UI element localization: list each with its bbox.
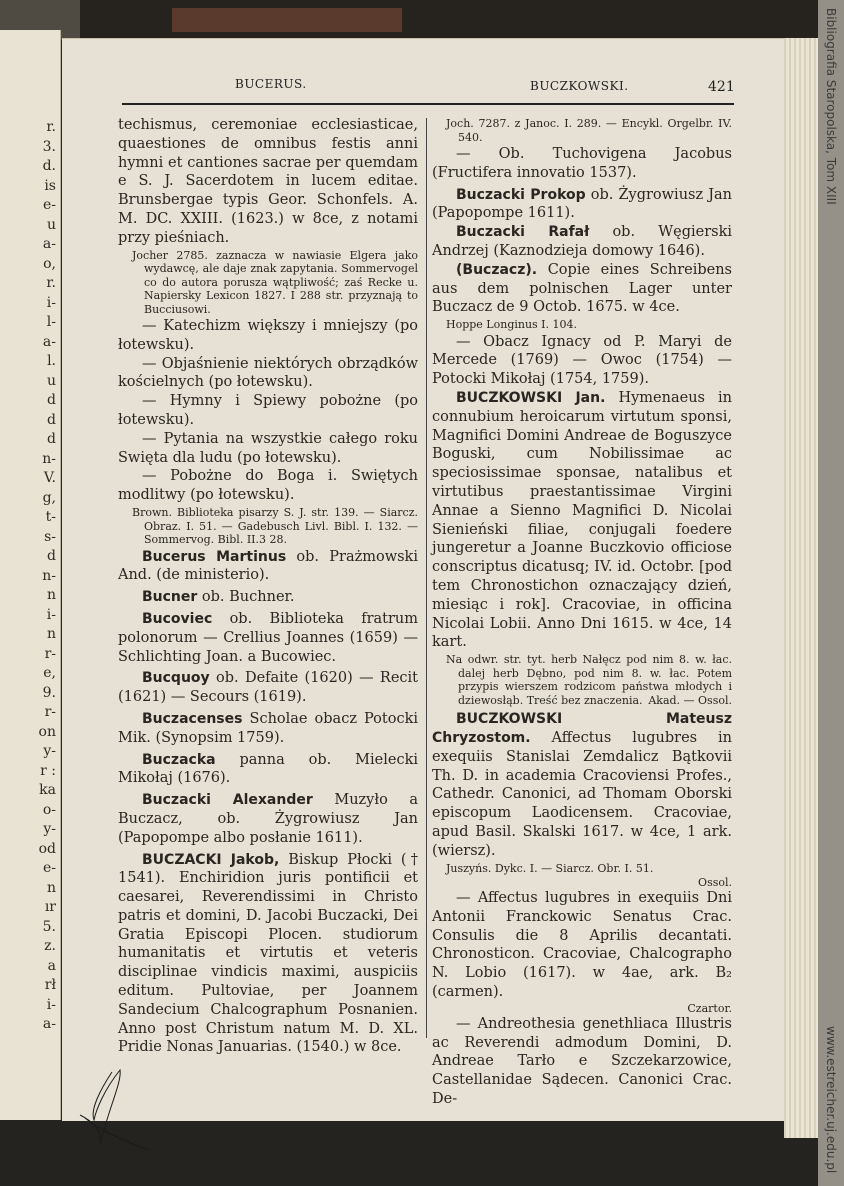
facing-page-fragment: i- [46, 996, 56, 1013]
facing-page-fragment: n [46, 879, 56, 896]
paragraph: techismus, ceremoniae ecclesiasticae, quaestiones de omnibus festis anni hymni et cantiones sacrae per quemdam e S. J. Sacerdotem in lucem editae. Brunsbergae typis Geor. Schonfels. A. M. DC. XXIII. (1623.) w 8ce, z notami przy pieśniach. [118, 117, 418, 246]
entry [118, 588, 418, 607]
facing-page-fragment: n- [42, 567, 56, 584]
facing-page-fragment: l- [46, 314, 56, 330]
list-item: — Objaśnienie niektórych obrządków kościelnych (po łotewsku). [118, 355, 418, 391]
library-siglum: Ossol. [698, 876, 732, 890]
signature-mark [60, 1060, 150, 1150]
facing-page-fragment: e, [43, 665, 56, 681]
entry-text: Copie eines Schreibens aus dem polnischen Lager unter Buczacz de 9 Octob. 1675. w 4ce. [432, 261, 732, 316]
facing-page-fragment: a- [42, 1016, 56, 1032]
entry-heading: (Buczacz). [456, 261, 538, 278]
facing-page-fragment: u [46, 216, 56, 233]
right-column [432, 116, 732, 1109]
entry-text: ob. Węgierski Andrzej (Kaznodzieja domowy 1646). [432, 224, 732, 259]
entry-text: Scholae obacz Potocki Mik. (Synopsim 1759). [118, 710, 418, 746]
facing-page-fragment: r. [46, 275, 56, 291]
entry-heading: BUCZKOWSKI Jan. [456, 390, 606, 407]
library-siglum: Akad. — Ossol. [648, 693, 732, 707]
facing-page-fragment: d [47, 431, 56, 447]
entry [118, 851, 418, 1058]
entry-text: Biskup Płocki († 1541). Enchiridion juris pontificii et caesarei, Reverendissimi in Christo patris et domini, D. Jacobi Buczacki, Dei Gratia Episcopi Plocen. studiorum humanitatis et virtutis et veteris disciplinae vindicis maximi, auspiciis editum. Pultoviae, per Joannem Sandecium Chalcographum Posnanien. Anno post Christum natum M. D. XL. Pridie Nonas Januarias. (1540.) w 8ce. [118, 851, 418, 1056]
facing-page-fragment: u [46, 372, 56, 389]
entry [118, 669, 418, 707]
entry-heading: Buczacka [142, 751, 216, 768]
facing-page-fragment: e- [42, 860, 56, 876]
note-text: Na odwr. str. tyt. herb Nałęcz pod nim 8. w. łac. dalej herb Dębno, pod nim 8. w. łac. Potem przypis wierszem rodzicom państwa młodych i dziewosłąb. Treść bez znaczenia. [446, 653, 732, 707]
facing-page [0, 30, 61, 1120]
facing-page-fragment: l. [47, 353, 56, 369]
facing-page-fragment: is [44, 177, 56, 194]
facing-page-fragment: r : [40, 762, 56, 779]
entry [432, 186, 732, 224]
entry [118, 610, 418, 666]
column-divider [426, 118, 427, 1038]
facing-page-fragment: r. [46, 119, 56, 135]
list-item: — Pytania na wszystkie całego roku Swięta dla ludu (po łotewsku). [118, 430, 418, 466]
entry-text: Affectus lugubres in exequiis Stanislai Zemdalicz Bątkovii Th. D. in academia Cracoviensi Profes., Cathedr. Canonici, ad Thomam Oborski episcopum Laodicensem. Cracoviae, apud Basil. Skalski 1617. w 4ce, 1 ark. (wiersz). [432, 730, 732, 859]
bibliographic-note: Juszyńs. Dykc. I. — Siarcz. Obr. I. 51. [446, 861, 654, 875]
list-item: — Affectus lugubres in exequiis Dni Antonii Franckowic Senatus Crac. Consulis die 8 Aprilis decantati. Chronosticon. Cracoviae, Chalcographo N. Lobio (1617). w 4ae, ark. B₂ (carmen). [432, 890, 732, 1001]
facing-page-fragment: g, [42, 489, 56, 506]
facing-page-fragment: y- [43, 821, 56, 837]
entry-text: ob. Żygrowiusz Jan (Papopompe 1611). [432, 186, 732, 222]
library-siglum: Czartor. [687, 1001, 732, 1015]
entry-heading: BUCZKOWSKI Mateusz Chryzostom. [432, 711, 732, 747]
entry-heading: Bucner [142, 589, 198, 606]
bibliographic-note [432, 653, 732, 707]
facing-page-fragment: e- [42, 197, 56, 213]
facing-page-fragment: a [47, 957, 56, 974]
entry-text: Hymenaeus in connubium heroicarum virtutum sponsi, Magnifici Domini Andreae de Boguszyce Boguski, cum Nobilissimae ac speciosissimae sponsae, natalibus et virtutibus praestantissimae Virgini Annae a Sienno Magnifici D. Nicolai Sienieński filiae, conjugali foedere jungeretur a Joanne Buczkovio officiose conscriptus dicatusq; IV. id. Octobr. [pod tem Chronostichon oznaczający dzień, miesiąc i rok]. Cracoviae, in officina Nicolai Lobii. Anno Dni 1615. w 4ce, 14 kart. [432, 390, 732, 651]
facing-page-fragment: o- [42, 801, 56, 818]
facing-page-fragment: i- [46, 294, 56, 311]
bibliographic-note: Hoppe Longinus I. 104. [446, 318, 578, 332]
entry-heading: Buczacki Rafał [456, 224, 590, 241]
entry [432, 389, 732, 652]
facing-page-fragment: V. [43, 470, 56, 486]
facing-page-fragment: a- [42, 236, 56, 252]
facing-page-fragment: o, [43, 255, 56, 272]
entry-heading: Buczacenses [142, 710, 243, 727]
facing-page-fragment: on [38, 723, 56, 740]
entry-heading: Bucoviec [142, 610, 213, 627]
facing-page-fragment: od [38, 840, 56, 857]
facing-page-fragment: d [47, 411, 56, 428]
bibliographic-note: Brown. Biblioteka pisarzy S. J. str. 139. — Siarcz. Obraz. I. 51. — Gadebusch Livl. Bibl. I. 132. — Sommervog. Bibl. II.3 28. [132, 506, 418, 547]
page-number: 421 [708, 79, 735, 95]
facing-page-fragment: n- [42, 450, 56, 467]
facing-page-fragment: n [46, 626, 56, 642]
entry-heading: Bucquoy [142, 670, 210, 687]
book-binding-top [0, 0, 844, 40]
facing-page-fragment: t- [45, 509, 56, 525]
entry [118, 548, 418, 586]
running-head-left: BUCERUS. [235, 77, 307, 91]
facing-page-fragment: 5. [42, 918, 56, 935]
entry-text: ob. Buchner. [197, 589, 295, 606]
entry [432, 710, 732, 860]
entry [118, 791, 418, 847]
list-item: — Ob. Tuchovigena Jacobus (Fructifera innovatio 1537). [432, 146, 732, 181]
list-item: — Pobożne do Boga i. Swiętych modlitwy (po łotewsku). [118, 468, 418, 504]
entry-heading: Buczacki Alexander [142, 792, 313, 809]
facing-page-fragment: ır [44, 899, 56, 915]
list-item: — Katechizm większy i mniejszy (po łotewsku). [118, 318, 418, 353]
entry [118, 710, 418, 748]
facing-page-fragment: s- [44, 528, 56, 545]
entry-text: ob. Defaite (1620) — Recit (1621) — Secours (1619). [118, 670, 418, 706]
entry-text: Muzyło a Buczacz, ob. Żygrowiusz Jan (Papopompe albo posłanie 1611). [118, 792, 419, 846]
facing-page-fragment: r- [44, 704, 56, 720]
running-head-right: BUCZKOWSKI. [530, 79, 629, 93]
list-item: — Andreothesia genethliaca Illustris ac Reverendi admodum Domini, D. Andreae Tarło e Szczekarzowice, Castellanidae Sądecen. Canonici Crac. De- [432, 1015, 732, 1108]
facing-page-fragment: i- [46, 606, 56, 623]
entry-text: ob. Biblioteka fratrum polonorum — Crellius Joannes (1659) — Schlichting Joan. a Bucowiec. [118, 610, 418, 665]
entry-heading: Buczacki Prokop [456, 186, 586, 203]
facing-page-fragment: 3. [42, 138, 56, 155]
bibliographic-note: Joch. 7287. z Janoc. I. 289. — Encykl. Orgelbr. IV. 540. [446, 117, 732, 144]
facing-page-fragment: rł [44, 977, 56, 993]
entry-text: ob. Prażmowski And. (de ministerio). [118, 548, 418, 584]
facing-page-fragment: a- [42, 333, 56, 350]
bibliographic-note: Jocher 2785. zaznacza w nawiasie Elgera jako wydawcę, ale daje znak zapytania. Sommervogel co do autora porusza wątpliwość; zaś Recke u. Napiersky Lexicon 1827. I 288 str. przyznają to Bucciusowi. [132, 248, 418, 316]
facing-page-fragment: d [47, 548, 56, 564]
list-item: — Hymny i Spiewy pobożne (po łotewsku). [118, 393, 418, 429]
facing-page-fragment: y- [43, 743, 56, 759]
entry [432, 223, 732, 261]
facing-page-fragment: r- [44, 645, 56, 662]
facing-page-fragment: d. [42, 158, 56, 174]
entry-text: panna ob. Mielecki Mikołaj (1676). [118, 751, 418, 787]
left-column [118, 116, 418, 1057]
facing-page-fragment: d [47, 392, 56, 408]
side-label-bottom: www.estreicher.uj.edu.pl [824, 1026, 838, 1174]
facing-page-fragment: 9. [42, 684, 56, 701]
facing-page-fragment: z. [44, 938, 56, 954]
side-label-top: Bibliografia Staropolska, Tom XIII [824, 8, 838, 205]
book-binding-brown-band [172, 8, 402, 32]
entry [432, 261, 732, 317]
header-rule [122, 103, 734, 105]
facing-page-fragment: n [46, 587, 56, 603]
facing-page-fragment: ka [39, 782, 56, 798]
page-edges [784, 38, 818, 1138]
entry-heading: Bucerus Martinus [142, 548, 287, 565]
entry-heading: BUCZACKI Jakob, [142, 851, 280, 868]
entry [118, 751, 418, 789]
list-item: — Obacz Ignacy od P. Maryi de Mercede (1769) — Owoc (1754) — Potocki Mikołaj (1754, 1759). [432, 333, 732, 388]
